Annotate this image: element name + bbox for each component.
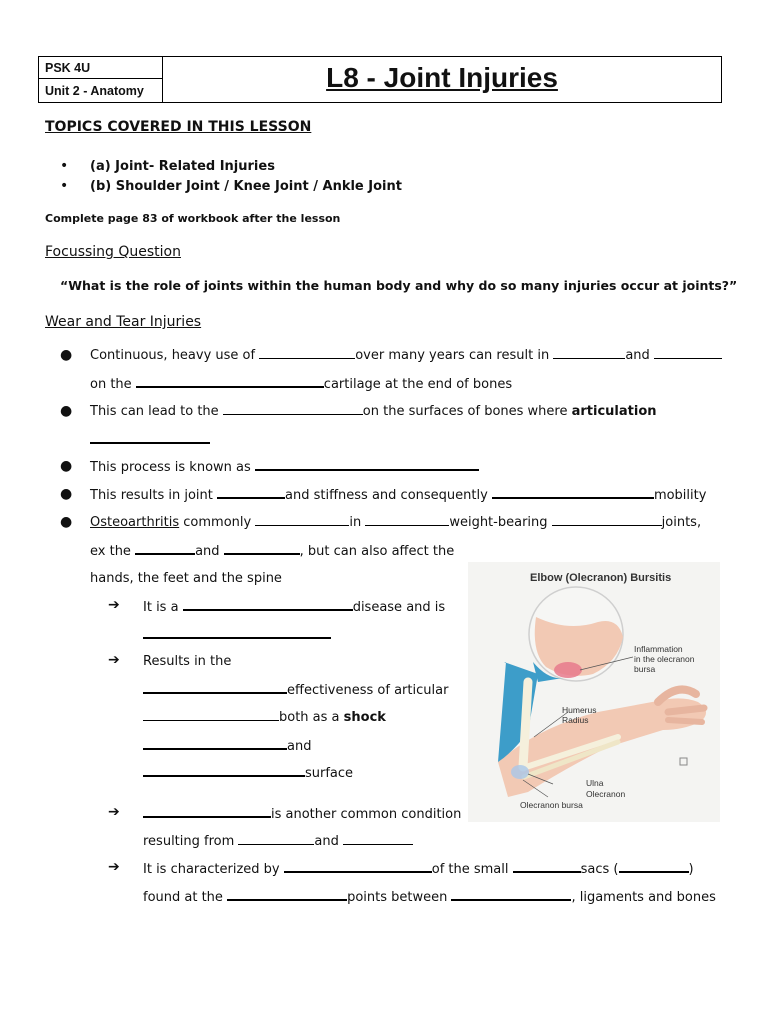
sub-line-2c: both as a shock [143,710,386,725]
sub-line-2e: surface [143,765,353,781]
arrow-icon: ➔ [108,804,120,820]
wear-line-4 [90,432,210,448]
bullet-icon: ● [60,347,73,363]
focus-question: “What is the role of joints within the human body and why do so many injuries occur at joints?” [60,278,738,293]
wear-line-6: This results in joint and stiffness and consequently mobility [90,488,707,503]
wear-line-3: This can lead to the on the surfaces of bones where articulation [90,404,657,419]
ulna-label: Ulna [586,778,604,788]
bullet-icon: ● [60,403,73,419]
bullet-icon: ● [60,458,73,474]
inflammation-label: Inflammation in the olecranon bursa [634,644,695,674]
bullet-icon: • [60,178,69,194]
humerus-radius-label: Humerus Radius [562,705,597,725]
wear-heading: Wear and Tear Injuries [45,314,202,330]
wear-line-8: ex the and , but can also affect the [90,544,455,559]
wear-line-7: Osteoarthritis commonly in weight-bearing joints, [90,515,702,530]
sub-line-3b: resulting from and [143,834,413,849]
course-code: PSK 4U [39,57,162,79]
sub-line-4b: found at the points between , ligaments and bones [143,890,716,905]
unit-name: Unit 2 - Anatomy [45,84,144,98]
focus-heading: Focussing Question [45,244,181,260]
bullet-icon: ● [60,514,73,530]
header-box [38,56,722,103]
sub-line-4: It is characterized by of the small sacs ( ) [143,862,694,877]
figure-title: Elbow (Olecranon) Bursitis [530,572,672,584]
arrow-icon: ➔ [108,652,120,668]
sub-line-2d: and [143,738,311,754]
sub-line-1b [143,627,331,643]
olecranon-bursa-label: Olecranon bursa [520,800,583,810]
bullet-icon: • [60,158,69,174]
sub-line-2: Results in the [143,654,232,669]
bursitis-figure [468,562,720,822]
olecranon-label: Olecranon [586,789,626,799]
sub-line-2b: effectiveness of articular [143,682,448,698]
wear-line-1: Continuous, heavy use of over many years can result in and [90,348,722,363]
workbook-note: Complete page 83 of workbook after the lesson [45,212,341,225]
arrow-icon: ➔ [108,859,120,875]
topics-heading: TOPICS COVERED IN THIS LESSON [45,119,312,135]
topic-item: (b) Shoulder Joint / Knee Joint / Ankle Joint [90,179,402,194]
wear-line-5: This process is known as [90,459,479,475]
sub-line-1: It is a disease and is [143,600,446,615]
wear-line-2: on the cartilage at the end of bones [90,377,513,392]
wear-line-9: hands, the feet and the spine [90,571,282,586]
arrow-icon: ➔ [108,597,120,613]
topic-item: (a) Joint- Related Injuries [90,159,275,174]
bullet-icon: ● [60,486,73,502]
sub-line-3: is another common condition [143,806,461,822]
page-title: L8 - Joint Injuries [326,62,558,93]
